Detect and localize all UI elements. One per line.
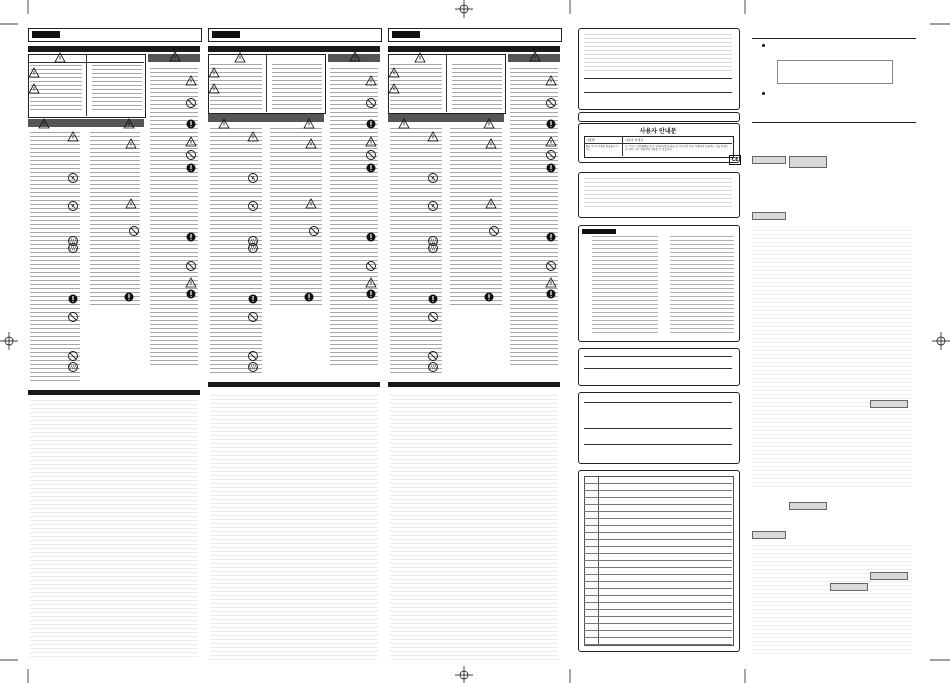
caution-triangle-icon	[209, 68, 219, 77]
table-row	[584, 490, 732, 491]
caution-triangle-icon	[29, 84, 39, 93]
notice-divider	[584, 368, 732, 369]
caution-triangle-icon	[389, 68, 399, 77]
caution-triangle-icon	[126, 139, 136, 148]
table-row	[584, 574, 732, 575]
mandatory-icon	[125, 293, 134, 302]
table-row	[584, 588, 732, 589]
mandatory-icon	[485, 293, 494, 302]
prohibited-icon	[429, 352, 438, 361]
prohibited-icon	[367, 262, 376, 271]
korean-cell-notice: 이 기기는 가정용(B급)으로 전자파적합등록을 한 기기로서 주로 가정에서 사용하는 것을 목적으로 하며, 모든 지역에서 사용할 수 있습니다.	[625, 145, 729, 151]
body-text	[752, 545, 912, 655]
mandatory-icon	[249, 295, 258, 304]
notice-divider	[584, 356, 732, 357]
caution-triangle-icon	[306, 139, 316, 148]
caution-triangle-icon	[486, 139, 496, 148]
prohibited-icon	[187, 99, 196, 108]
caution-triangle-icon	[124, 119, 134, 128]
mandatory-icon	[187, 120, 196, 129]
prohibited-icon	[249, 313, 258, 322]
no-touch-icon	[249, 237, 258, 246]
notice-panel	[578, 348, 740, 386]
table-row	[584, 581, 732, 582]
mandatory-icon	[305, 293, 314, 302]
caution-triangle-icon	[235, 53, 245, 62]
section-label	[870, 572, 908, 580]
caution-triangle-icon	[29, 68, 39, 77]
prohibited-icon	[130, 227, 139, 236]
prohibited-icon	[310, 227, 319, 236]
small-notice-panel	[578, 112, 740, 122]
no-touch-icon	[429, 237, 438, 246]
caution-triangle-icon	[248, 132, 258, 141]
fcc-divider	[584, 92, 732, 93]
caution-triangle-icon	[219, 119, 229, 128]
table-row	[584, 644, 732, 645]
korean-cell-type-header: 기종별	[586, 138, 595, 142]
no-touch-icon	[69, 244, 78, 253]
caution-triangle-icon	[186, 278, 196, 287]
table-row	[584, 595, 732, 596]
no-touch-icon	[249, 244, 258, 253]
prohibited-icon	[367, 99, 376, 108]
prohibited-icon	[69, 352, 78, 361]
caution-triangle-icon	[126, 199, 136, 208]
weee-title-bar	[582, 229, 616, 234]
rule	[752, 122, 916, 123]
no-touch-icon	[429, 363, 438, 372]
mandatory-icon	[547, 120, 556, 129]
section-label	[752, 156, 786, 164]
notice-text	[584, 178, 732, 208]
mandatory-icon	[547, 233, 556, 242]
caution-triangle-icon	[170, 52, 180, 61]
mandatory-icon	[547, 290, 556, 299]
caution-triangle-icon	[366, 76, 376, 85]
mandatory-icon	[187, 290, 196, 299]
caution-triangle-icon	[55, 53, 65, 62]
section-label	[830, 583, 868, 591]
no-touch-icon	[429, 244, 438, 253]
no-touch-icon	[69, 363, 78, 372]
notice-divider	[584, 428, 732, 429]
table-row	[584, 518, 732, 519]
table-row	[584, 630, 732, 631]
caution-triangle-icon	[209, 84, 219, 93]
caution-triangle-icon	[415, 53, 425, 62]
no-disassembly-icon	[249, 174, 258, 183]
caution-triangle-icon	[399, 119, 409, 128]
mandatory-icon	[69, 295, 78, 304]
korean-table-divider	[622, 136, 623, 156]
korean-table-divider	[584, 143, 732, 144]
bullet-icon	[762, 92, 765, 95]
caution-triangle-icon	[304, 119, 314, 128]
table-row	[584, 602, 732, 603]
weee-text-left	[592, 236, 658, 336]
caution-triangle-icon	[186, 76, 196, 85]
prohibited-icon	[249, 352, 258, 361]
notice-divider	[584, 444, 732, 445]
table-row	[584, 553, 732, 554]
prohibited-icon	[187, 262, 196, 271]
note-box	[777, 60, 893, 84]
no-disassembly-icon	[69, 174, 78, 183]
caution-triangle-icon	[186, 137, 196, 146]
no-touch-icon	[249, 363, 258, 372]
table-row	[584, 567, 732, 568]
table-row	[584, 511, 732, 512]
fcc-divider	[584, 78, 732, 79]
table-row	[584, 637, 732, 638]
mandatory-icon	[367, 120, 376, 129]
section-label	[752, 212, 786, 220]
korean-cell-type: B급 기기 (가정용 방송통신기기)	[586, 145, 618, 151]
no-disassembly-icon	[69, 202, 78, 211]
caution-triangle-icon	[366, 278, 376, 287]
caution-triangle-icon	[546, 76, 556, 85]
caution-triangle-icon	[306, 199, 316, 208]
table-row	[584, 525, 732, 526]
caution-triangle-icon	[484, 119, 494, 128]
no-disassembly-icon	[429, 202, 438, 211]
mandatory-icon	[547, 164, 556, 173]
caution-triangle-icon	[428, 132, 438, 141]
caution-triangle-icon	[350, 52, 360, 61]
korean-panel-title: 사용자 안내문	[639, 128, 677, 135]
no-disassembly-icon	[249, 202, 258, 211]
caution-triangle-icon	[546, 278, 556, 287]
prohibited-icon	[490, 227, 499, 236]
table-row	[584, 532, 732, 533]
table-row	[584, 546, 732, 547]
table-row	[584, 560, 732, 561]
mandatory-icon	[367, 164, 376, 173]
fcc-text	[584, 34, 732, 74]
body-text	[752, 230, 912, 490]
notice-divider	[584, 402, 732, 403]
table-row	[584, 623, 732, 624]
section-label	[789, 156, 827, 168]
korean-cell-notice-header: 사용자 안내문	[625, 138, 644, 142]
prohibited-icon	[367, 151, 376, 160]
no-touch-icon	[69, 237, 78, 246]
caution-triangle-icon	[546, 137, 556, 146]
table-row	[584, 616, 732, 617]
caution-triangle-icon	[530, 52, 540, 61]
caution-triangle-icon	[486, 199, 496, 208]
section-label	[870, 400, 908, 408]
table-row	[584, 497, 732, 498]
caution-triangle-icon	[389, 84, 399, 93]
section-label	[752, 531, 786, 539]
mandatory-icon	[367, 290, 376, 299]
table-row	[584, 609, 732, 610]
prohibited-icon	[547, 151, 556, 160]
rule	[752, 38, 916, 39]
mandatory-icon	[429, 295, 438, 304]
mandatory-icon	[187, 164, 196, 173]
mandatory-icon	[187, 233, 196, 242]
bullet-icon	[762, 44, 765, 47]
table-row	[584, 504, 732, 505]
prohibited-icon	[69, 313, 78, 322]
section-label	[789, 502, 827, 510]
table-row	[584, 539, 732, 540]
prohibited-icon	[547, 262, 556, 271]
prohibited-icon	[547, 99, 556, 108]
compliance-table	[584, 476, 734, 646]
no-disassembly-icon	[429, 174, 438, 183]
mandatory-icon	[367, 233, 376, 242]
caution-triangle-icon	[68, 132, 78, 141]
caution-triangle-icon	[39, 119, 49, 128]
prohibited-icon	[187, 151, 196, 160]
weee-text-right	[670, 236, 734, 336]
table-row	[584, 483, 732, 484]
prohibited-icon	[429, 313, 438, 322]
ce-mark: CE	[729, 155, 741, 165]
caution-triangle-icon	[366, 137, 376, 146]
